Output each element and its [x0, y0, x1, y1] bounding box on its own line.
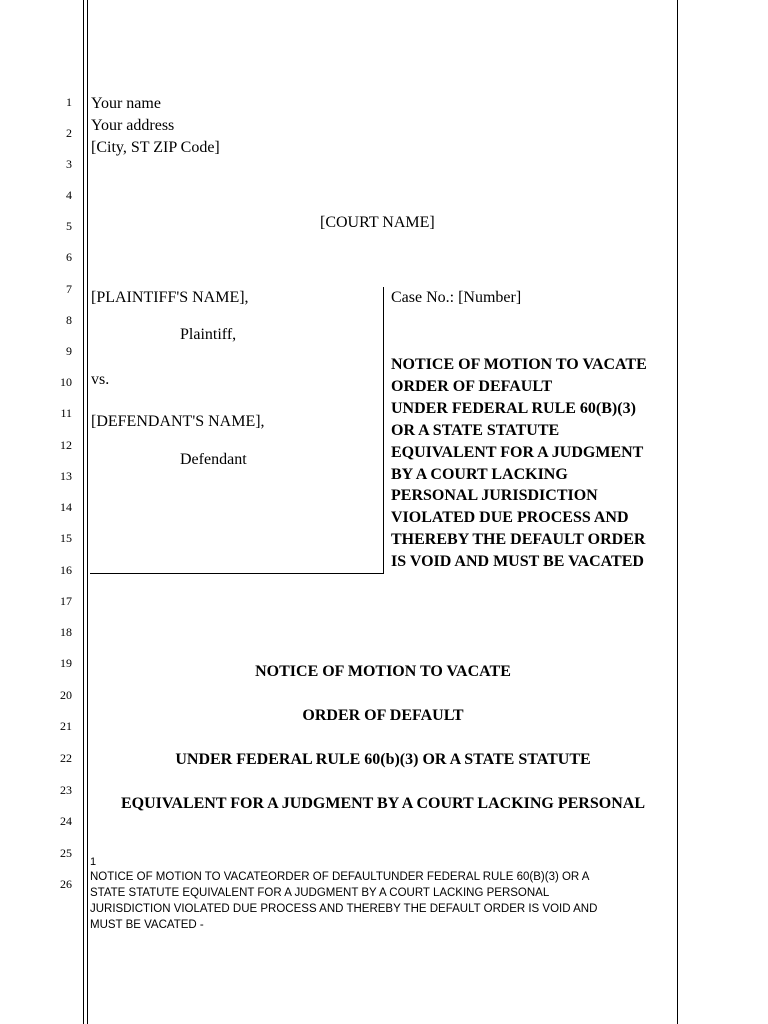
caption-divider-vertical: [383, 287, 384, 574]
page-footer: [90, 855, 650, 933]
line-number: 15: [60, 531, 72, 545]
title-line: EQUIVALENT FOR A JUDGMENT: [391, 443, 644, 461]
title-line: VIOLATED DUE PROCESS AND: [391, 509, 629, 527]
defendant-name: [DEFENDANT'S NAME],: [91, 413, 265, 430]
header-city-line: [City, ST ZIP Code]: [91, 139, 220, 156]
document-title-block: [391, 354, 681, 573]
line-number: 26: [60, 877, 72, 891]
line-number: 11: [60, 406, 72, 420]
body-heading-line: UNDER FEDERAL RULE 60(b)(3) OR A STATE STATUTE: [175, 751, 591, 768]
left-margin-rule-inner: [87, 0, 88, 1024]
line-number: 16: [60, 563, 72, 577]
footer-title-line: NOTICE OF MOTION TO VACATEORDER OF DEFAULTUNDER FEDERAL RULE 60(B)(3) OR A: [90, 871, 590, 883]
body-heading-line: ORDER OF DEFAULT: [302, 707, 464, 724]
title-line: OR A STATE STATUTE: [391, 421, 560, 439]
title-line: NOTICE OF MOTION TO VACATE: [391, 356, 647, 373]
title-line: IS VOID AND MUST BE VACATED: [391, 553, 644, 571]
line-number: 24: [60, 814, 72, 828]
line-number: 23: [60, 783, 72, 797]
body-heading-line: NOTICE OF MOTION TO VACATE: [255, 663, 511, 680]
line-number: 22: [60, 751, 72, 765]
title-line: ORDER OF DEFAULT: [391, 377, 553, 395]
line-number: 6: [66, 250, 72, 264]
footer-title-line: STATE STATUTE EQUIVALENT FOR A JUDGMENT BY A COURT LACKING PERSONAL: [90, 887, 550, 899]
caption-divider-horizontal: [90, 573, 384, 574]
line-number: 20: [60, 688, 72, 702]
line-number: 8: [66, 313, 72, 327]
line-number: 17: [60, 594, 72, 608]
footer-title-line: MUST BE VACATED -: [90, 919, 204, 931]
line-number: 10: [60, 375, 72, 389]
footer-page-number: 1: [90, 856, 97, 868]
title-line: UNDER FEDERAL RULE 60(B)(3): [391, 399, 636, 417]
title-line: BY A COURT LACKING: [391, 465, 568, 483]
defendant-label: Defendant: [180, 451, 247, 468]
body-heading-line: EQUIVALENT FOR A JUDGMENT BY A COURT LACKING PERSONAL: [121, 795, 645, 812]
title-line: PERSONAL JURISDICTION: [391, 487, 598, 505]
case-number: Case No.: [Number]: [391, 289, 522, 306]
court-name: [COURT NAME]: [320, 214, 435, 231]
line-number: 3: [66, 157, 72, 171]
header-name: Your name: [91, 95, 161, 112]
line-number: 21: [60, 719, 72, 733]
header-address: Your address: [91, 117, 175, 134]
line-number: 13: [60, 469, 72, 483]
versus-label: vs.: [91, 371, 110, 388]
line-number: 2: [66, 126, 72, 140]
line-number: 18: [60, 625, 72, 639]
title-line: THEREBY THE DEFAULT ORDER: [391, 531, 646, 549]
footer-title-line: JURISDICTION VIOLATED DUE PROCESS AND THEREBY THE DEFAULT ORDER IS VOID AND: [90, 903, 598, 915]
line-number: 1: [66, 95, 72, 109]
line-number: 12: [60, 438, 72, 452]
line-number: 7: [66, 282, 72, 296]
line-number: 5: [66, 219, 72, 233]
line-number: 25: [60, 846, 72, 860]
plaintiff-name: [PLAINTIFF'S NAME],: [91, 289, 249, 306]
left-margin-rule-outer: [83, 0, 84, 1024]
line-number: 4: [66, 188, 72, 202]
line-number: 19: [60, 656, 72, 670]
plaintiff-label: Plaintiff,: [180, 326, 237, 343]
line-number: 14: [60, 500, 72, 514]
line-number: 9: [66, 344, 72, 358]
